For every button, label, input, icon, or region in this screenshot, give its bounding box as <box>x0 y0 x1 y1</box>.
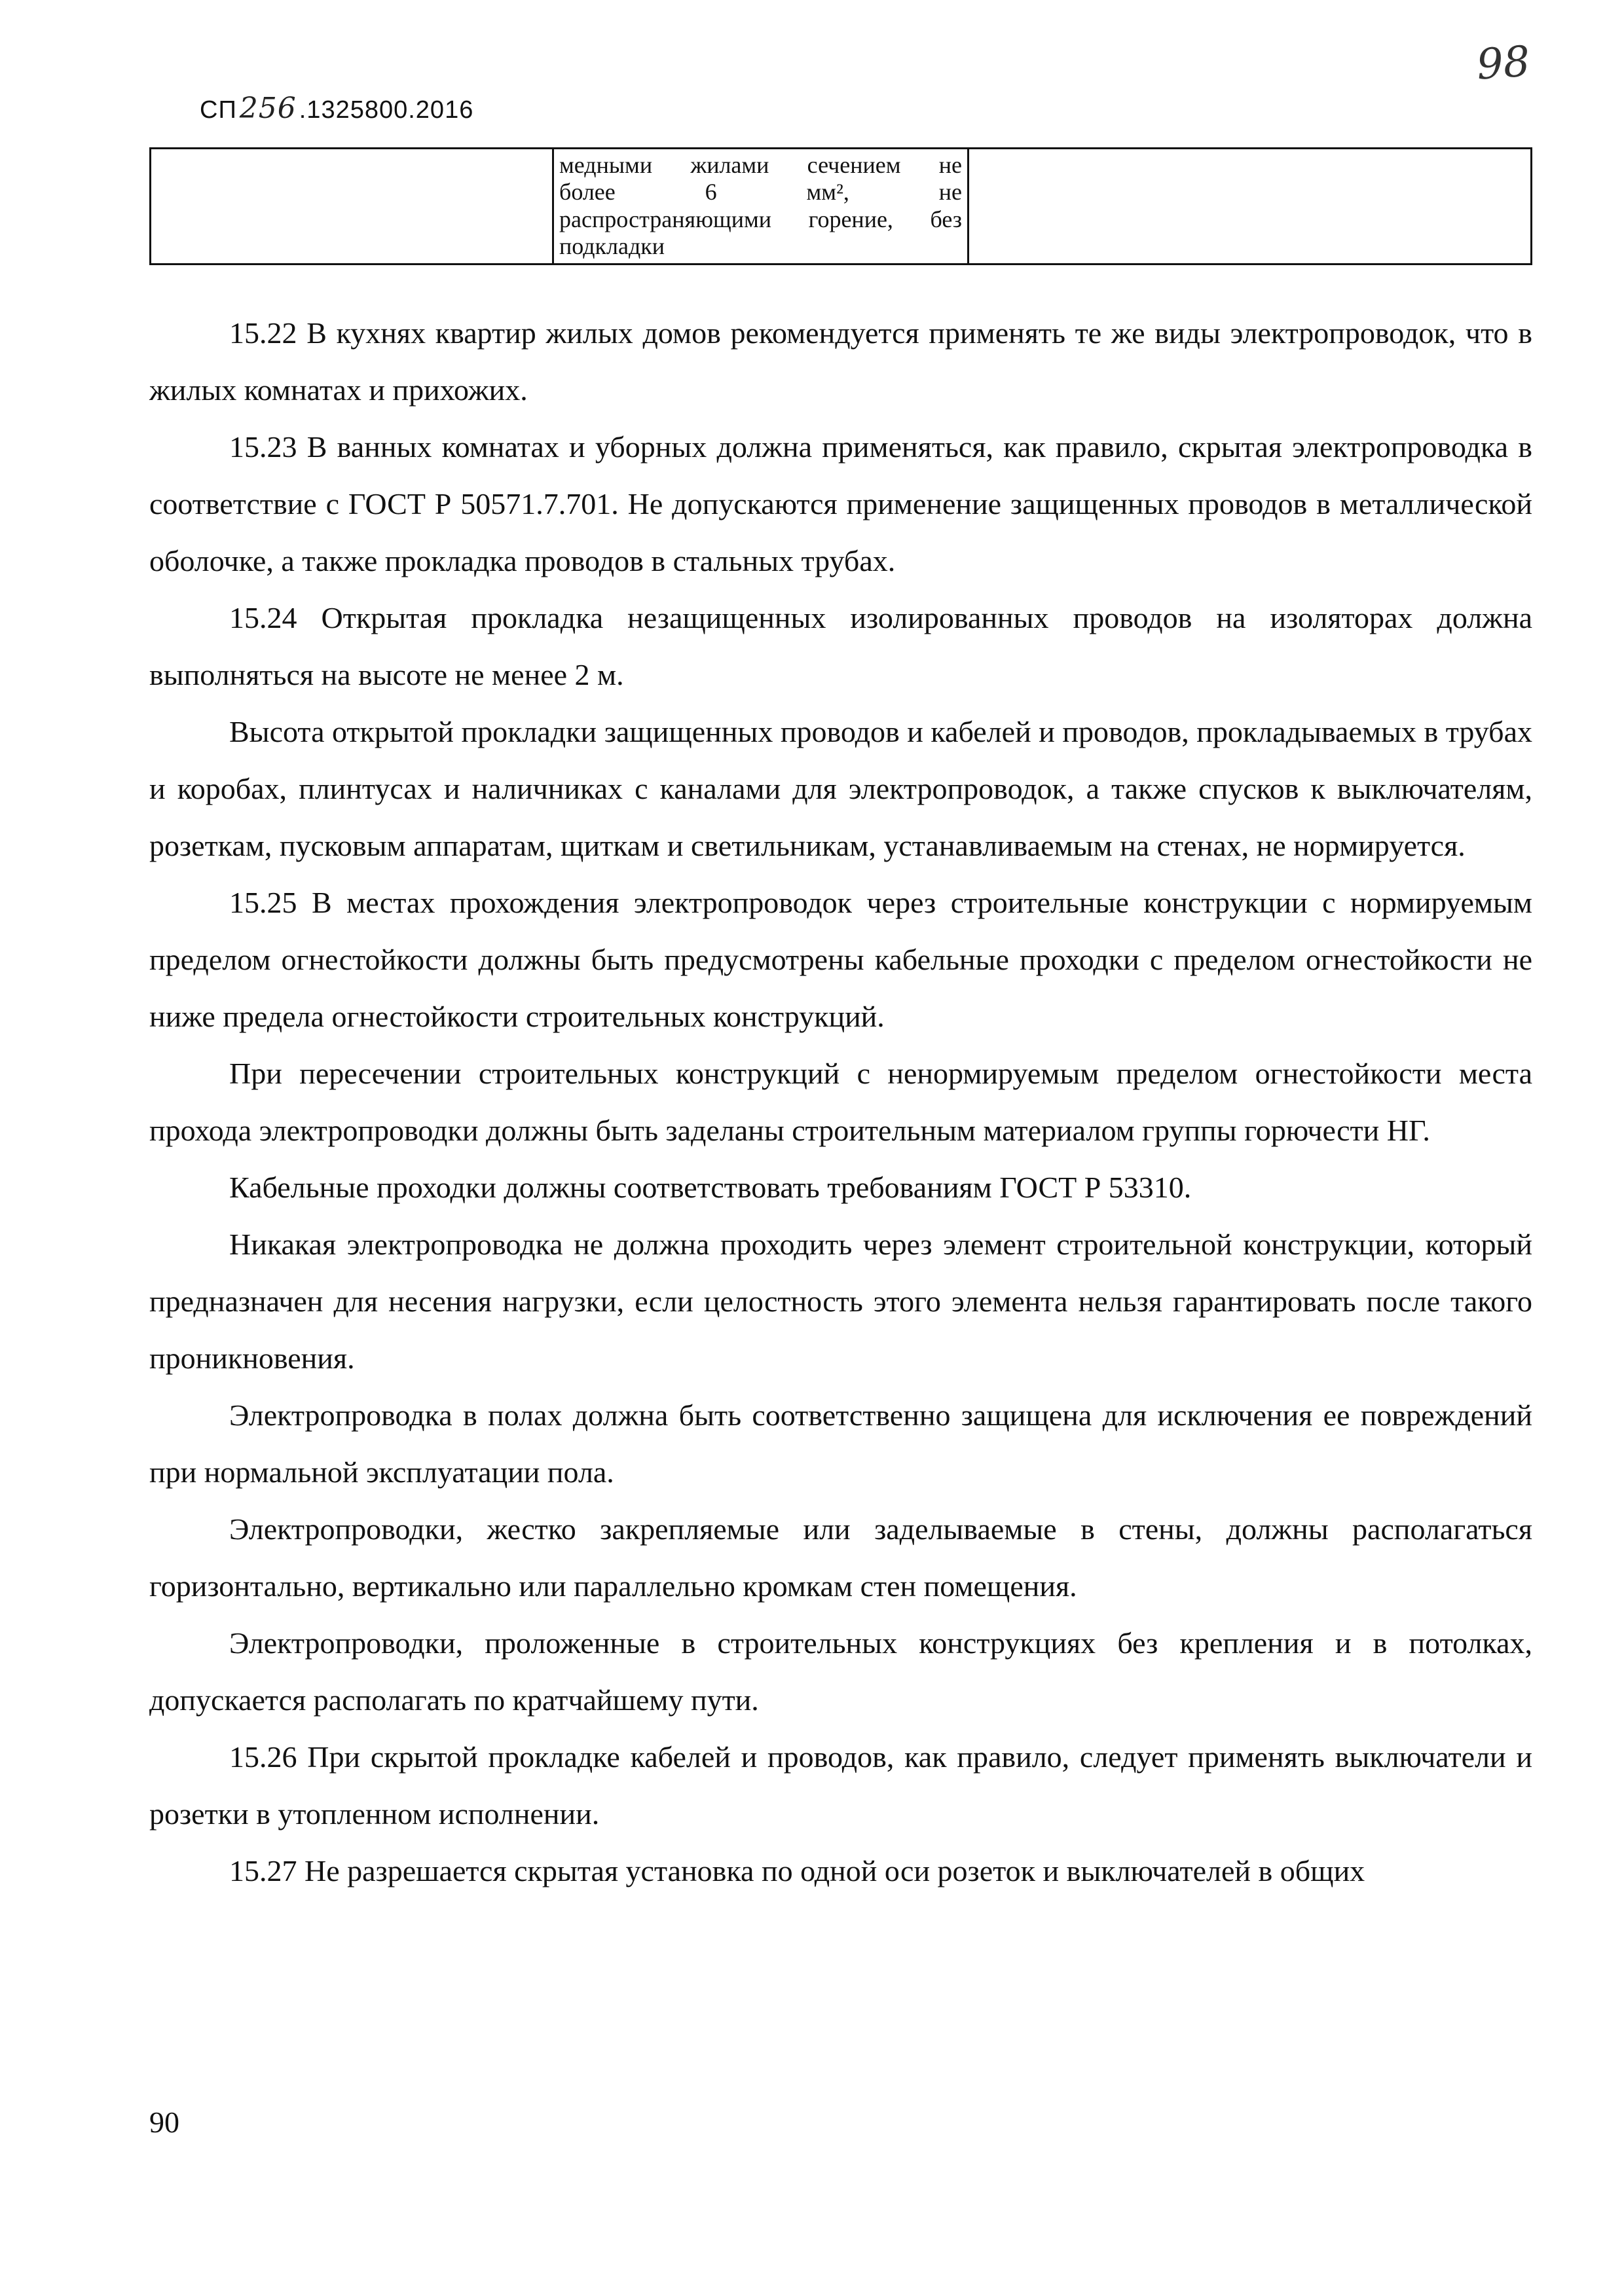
handwritten-sheet-number: 98 <box>1475 37 1532 90</box>
table-cell-empty-left <box>151 149 553 264</box>
document-code <box>200 92 473 125</box>
table-cell-line: подкладки <box>559 233 665 260</box>
paragraph-cable-passages: Кабельные проходки должны соответствовать требованиям ГОСТ Р 53310. <box>229 1171 1192 1204</box>
paragraph-15-27: 15.27 Не разрешается скрытая установка по одной оси розеток и выключателей в общих <box>229 1854 1365 1887</box>
paragraph-15-22: 15.22 В кухнях квартир жилых домов рекомендуется применять те же виды электропроводок, что в жилых комнатах и прихожих. <box>149 316 1532 407</box>
paragraph-load-bearing: Никакая электропроводка не должна проходить через элемент строительной конструкции, который предназначен для несения нагрузки, если целостность этого элемента нельзя гарантировать после такого проникновения. <box>149 1228 1532 1375</box>
paragraph-15-24: 15.24 Открытая прокладка незащищенных изолированных проводов на изоляторах должна выполняться на высоте не менее 2 м. <box>149 601 1532 691</box>
table-cell-line: более 6 мм², не <box>559 179 962 206</box>
paragraph-floor-wiring: Электропроводка в полах должна быть соответственно защищена для исключения ее повреждений при нормальной эксплуатации пола. <box>149 1398 1532 1489</box>
paragraph-wall-wiring: Электропроводки, жестко закрепляемые или заделываемые в стены, должны располагаться горизонтально, вертикально или параллельно кромкам стен помещения. <box>149 1512 1532 1603</box>
paragraph-height-open-wiring: Высота открытой прокладки защищенных проводов и кабелей и проводов, прокладываемых в трубах и коробах, плинтусах и наличниках с каналами для электропроводок, а также спусков к выключателям, розеткам, пусковым аппаратам, щиткам и светильникам, устанавливаемым на стенах, не нормируется. <box>149 715 1532 862</box>
table-row <box>151 149 1532 264</box>
paragraph-15-26: 15.26 При скрытой прокладке кабелей и проводов, как правило, следует применять выключатели и розетки в утопленном исполнении. <box>149 1740 1532 1831</box>
handwritten-code-number: 256 <box>239 92 297 125</box>
table-cell-description <box>553 149 969 264</box>
body-text <box>149 304 1532 1899</box>
paragraph-ceiling-wiring: Электропроводки, проложенные в строительных конструкциях без крепления и в потолках, допускается располагать по кратчайшему пути. <box>149 1626 1532 1717</box>
page-number: 90 <box>149 2105 179 2139</box>
table-cell-line: медными жилами сечением не <box>559 152 962 178</box>
paragraph-15-25: 15.25 В местах прохождения электропроводок через строительные конструкции с нормируемым пределом огнестойкости должны быть предусмотрены кабельные проходки с пределом огнестойкости не ниже предела огнестойкости строительных конструкций. <box>149 886 1532 1033</box>
document-code-suffix: .1325800.2016 <box>299 96 474 124</box>
continued-table <box>149 147 1532 265</box>
table-cell-line: распространяющими горение, без <box>559 206 962 232</box>
paragraph-crossing-constructions: При пересечении строительных конструкций с ненормируемым пределом огнестойкости места прохода электропроводки должны быть заделаны строительным материалом группы горючести НГ. <box>149 1057 1532 1147</box>
paragraph-15-23: 15.23 В ванных комнатах и уборных должна применяться, как правило, скрытая электропроводка в соответствие с ГОСТ Р 50571.7.701. Не допускаются применение защищенных проводов в металлической оболочке, а также прокладка проводов в стальных трубах. <box>149 430 1532 577</box>
table-cell-empty-right <box>969 149 1532 264</box>
document-code-prefix: СП <box>200 96 237 124</box>
